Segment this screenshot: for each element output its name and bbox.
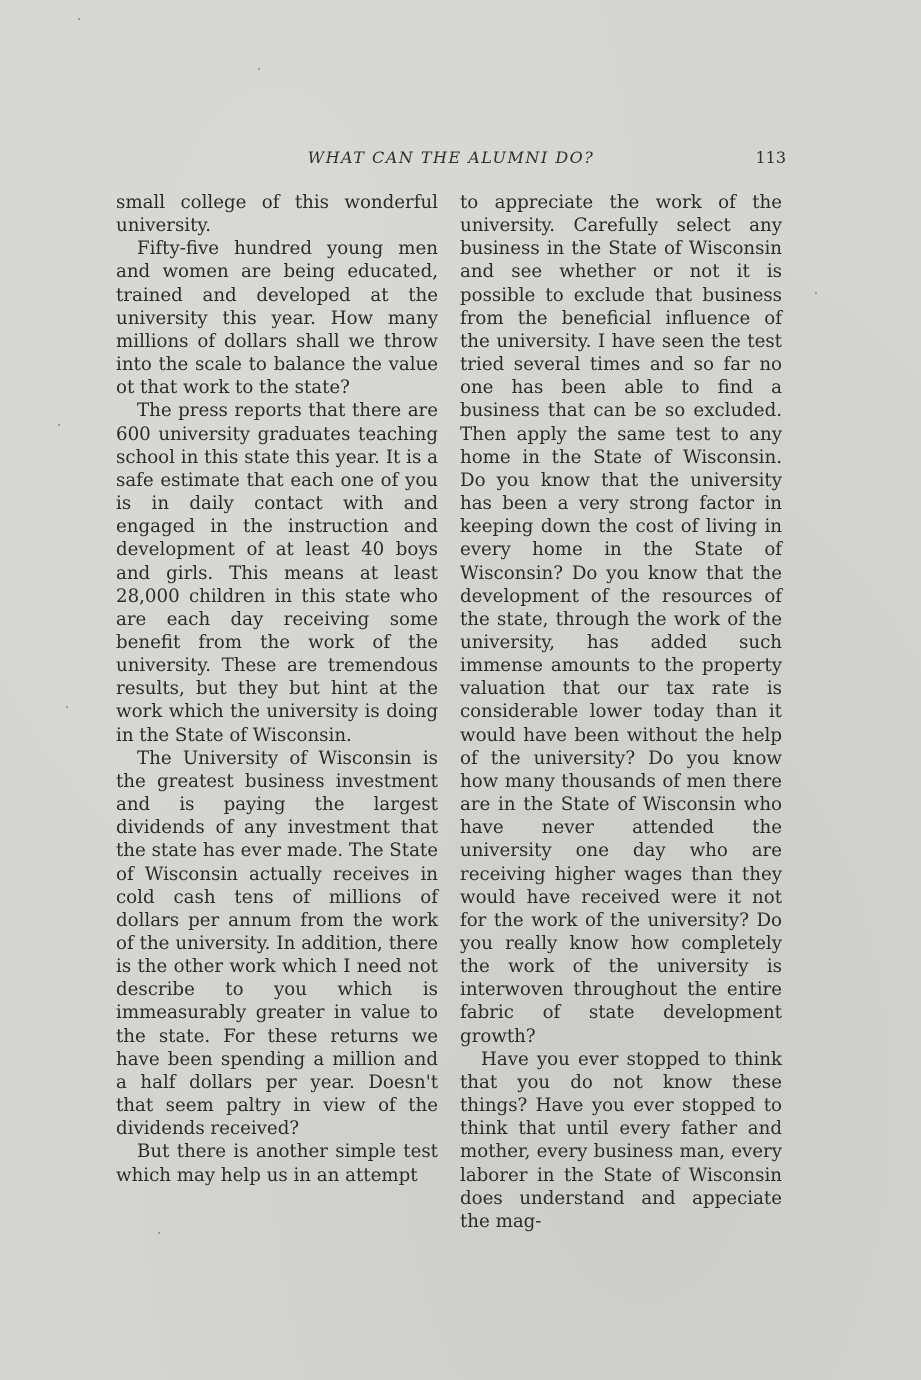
page-header bbox=[116, 148, 786, 174]
paper-speck bbox=[66, 706, 68, 708]
left-column bbox=[116, 191, 438, 1187]
paragraph: The University of Wisconsin is the greatest business investment and is paying the largest dividends of any investment that the state has ever made. The State of Wisconsin actually receives in cold cash tens of millions of dollars per annum from the work of the university. In addition, there is the other work which I need not describe to you which is immeasurably greater in value to the state. For these returns we have been spending a million and a half dollars per year. Doesn't that seem paltry in view of the dividends received? bbox=[116, 747, 438, 1140]
paragraph: But there is another simple test which may help us in an attempt bbox=[116, 1141, 438, 1186]
paragraph-continued: small college of this wonderful university. bbox=[116, 192, 438, 237]
paper-speck bbox=[78, 18, 80, 20]
paragraph: Fifty-five hundred young men and women are being educated, trained and developed at the university this year. How many millions of dollars shall we throw into the scale to balance the value ot that work to the state? bbox=[116, 238, 438, 399]
paper-speck bbox=[258, 68, 260, 70]
running-title: WHAT CAN THE ALUMNI DO? bbox=[307, 148, 595, 167]
paragraph-continued: to appreciate the work of the university. Carefully select any business in the State of Wisconsin and see whether or not it is possible to exclude that business from the beneficial influence of the university. I have seen the test tried several times and so far no one has been able to find a business that can be so excluded. Then apply the same test to any home in the State of Wisconsin. Do you know that the university has been a very strong factor in keeping down the cost of living in every home in the State of Wisconsin? Do you know that the development of the resources of the state, through the work of the university, has added such immense amounts to the property valuation that our tax rate is considerable lower today than it would have been without the help of the university? Do you know how many thousands of men there are in the State of Wisconsin who have never attended the university one day who are receiving higher wages than they would have received were it not for the work of the university? Do you really know how completely the work of the university is interwoven throughout the entire fabric of state development growth? bbox=[460, 192, 782, 1047]
paper-speck bbox=[815, 292, 817, 294]
page-number: 113 bbox=[755, 148, 786, 167]
paper-speck bbox=[58, 424, 60, 426]
paragraph: The press reports that there are 600 university graduates teaching school in this state this year. It is a safe estimate that each one of you is in daily contact with and engaged in the instruction and development of at least 40 boys and girls. This means at least 28,000 children in this state who are each day receiving some benefit from the work of the university. These are tremendous results, but they but hint at the work which the university is doing in the State of Wisconsin. bbox=[116, 400, 438, 746]
right-column bbox=[460, 191, 782, 1233]
paragraph: Have you ever stopped to think that you do not know these things? Have you ever stopped to think that until every father and mother, every business man, every laborer in the State of Wisconsin does understand and appeciate the mag- bbox=[460, 1048, 782, 1232]
paper-speck bbox=[158, 1232, 160, 1234]
